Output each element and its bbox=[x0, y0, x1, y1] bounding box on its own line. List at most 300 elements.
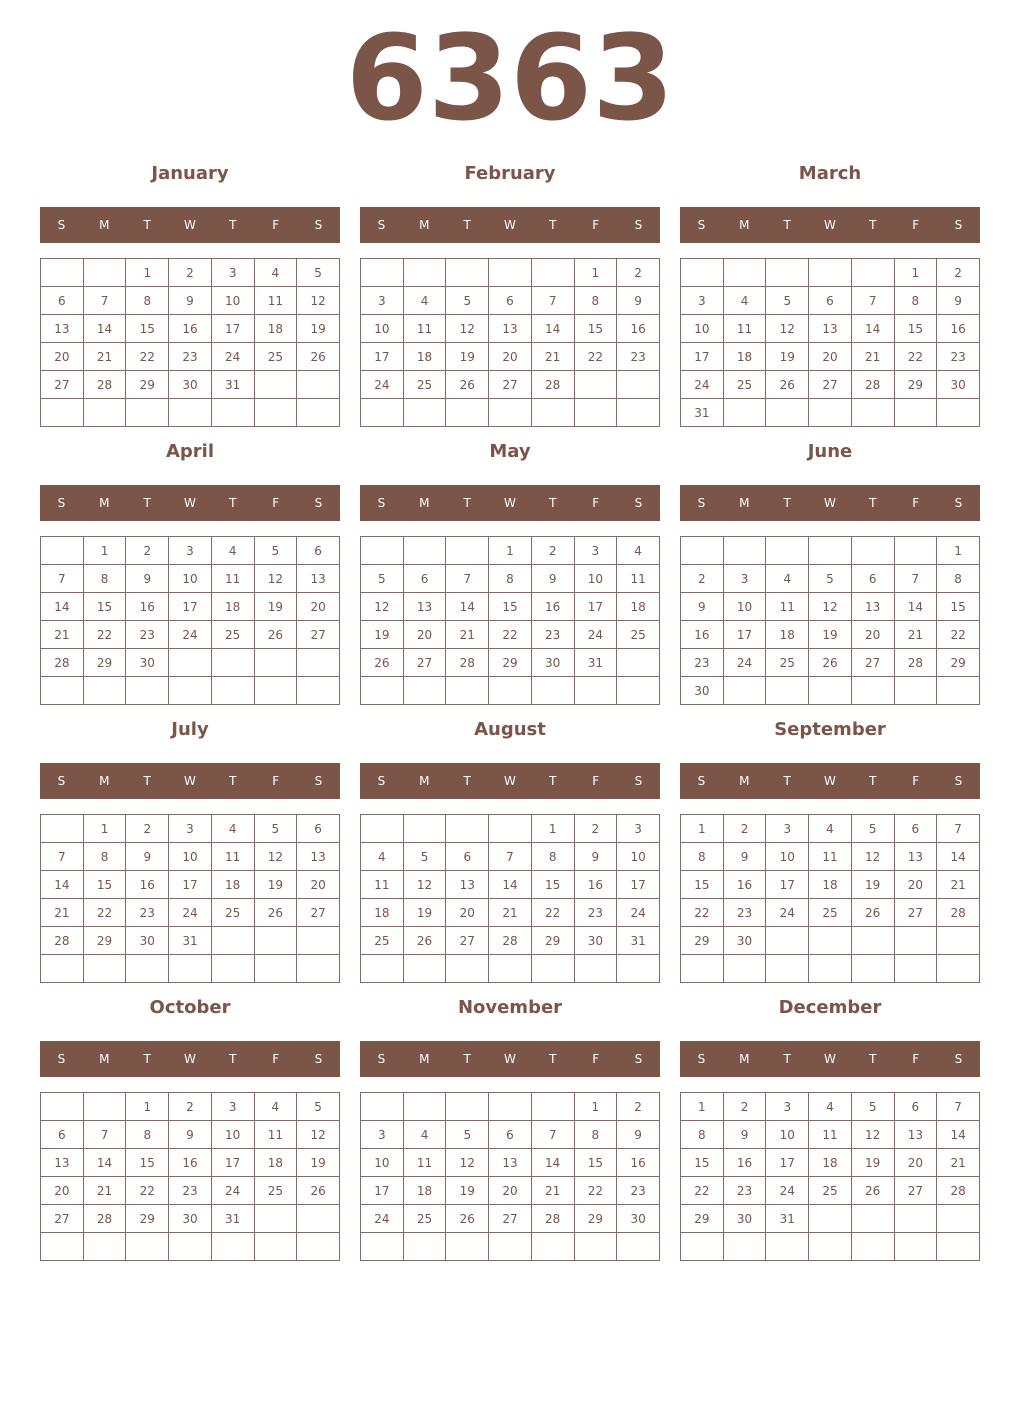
empty-day-cell bbox=[41, 1093, 84, 1121]
week-row bbox=[361, 1121, 660, 1149]
day-cell: 12 bbox=[297, 287, 340, 315]
week-row bbox=[361, 1233, 660, 1261]
day-cell: 24 bbox=[361, 371, 404, 399]
empty-day-cell bbox=[297, 371, 340, 399]
day-cell: 15 bbox=[681, 871, 724, 899]
empty-day-cell bbox=[851, 927, 894, 955]
week-row bbox=[361, 343, 660, 371]
week-row bbox=[361, 315, 660, 343]
empty-day-cell bbox=[403, 815, 446, 843]
week-row bbox=[681, 343, 980, 371]
day-cell: 10 bbox=[766, 843, 809, 871]
empty-day-cell bbox=[254, 927, 297, 955]
empty-day-cell bbox=[766, 537, 809, 565]
day-cell: 1 bbox=[681, 815, 724, 843]
day-cell: 26 bbox=[809, 649, 852, 677]
empty-day-cell bbox=[723, 677, 766, 705]
week-row bbox=[361, 371, 660, 399]
empty-day-cell bbox=[83, 1233, 126, 1261]
day-cell: 31 bbox=[766, 1205, 809, 1233]
weekday-label: T bbox=[783, 496, 791, 510]
week-row bbox=[361, 815, 660, 843]
week-row bbox=[361, 621, 660, 649]
month-name: May bbox=[489, 441, 531, 462]
day-cell: 27 bbox=[894, 1177, 937, 1205]
day-cell: 30 bbox=[723, 1205, 766, 1233]
empty-day-cell bbox=[446, 1093, 489, 1121]
empty-day-cell bbox=[211, 677, 254, 705]
week-row bbox=[361, 843, 660, 871]
day-cell: 17 bbox=[723, 621, 766, 649]
empty-day-cell bbox=[851, 399, 894, 427]
day-cell: 22 bbox=[489, 621, 532, 649]
week-row bbox=[361, 259, 660, 287]
weekday-label: F bbox=[272, 774, 280, 788]
month-name: June bbox=[807, 441, 853, 462]
day-cell: 10 bbox=[211, 287, 254, 315]
day-cell: 26 bbox=[766, 371, 809, 399]
day-grid bbox=[40, 814, 340, 983]
day-cell: 20 bbox=[894, 1149, 937, 1177]
empty-day-cell bbox=[126, 399, 169, 427]
day-cell: 25 bbox=[809, 899, 852, 927]
empty-day-cell bbox=[489, 399, 532, 427]
day-cell: 21 bbox=[446, 621, 489, 649]
day-cell: 19 bbox=[851, 1149, 894, 1177]
day-cell: 28 bbox=[489, 927, 532, 955]
empty-day-cell bbox=[297, 927, 340, 955]
empty-day-cell bbox=[851, 259, 894, 287]
day-cell: 7 bbox=[41, 843, 84, 871]
empty-day-cell bbox=[361, 399, 404, 427]
day-cell: 29 bbox=[531, 927, 574, 955]
weekday-label: S bbox=[697, 218, 706, 232]
weekday-label: W bbox=[184, 774, 196, 788]
day-cell: 29 bbox=[681, 927, 724, 955]
day-cell: 5 bbox=[297, 1093, 340, 1121]
day-cell: 13 bbox=[489, 315, 532, 343]
weekday-label: T bbox=[549, 774, 557, 788]
day-cell: 1 bbox=[126, 1093, 169, 1121]
day-cell: 17 bbox=[211, 1149, 254, 1177]
day-cell: 2 bbox=[169, 1093, 212, 1121]
week-row bbox=[681, 1205, 980, 1233]
empty-day-cell bbox=[809, 955, 852, 983]
day-cell: 1 bbox=[83, 815, 126, 843]
day-cell: 15 bbox=[489, 593, 532, 621]
day-cell: 23 bbox=[531, 621, 574, 649]
day-cell: 5 bbox=[446, 1121, 489, 1149]
empty-day-cell bbox=[809, 1233, 852, 1261]
weekday-label: S bbox=[697, 496, 706, 510]
day-cell: 29 bbox=[126, 1205, 169, 1233]
empty-day-cell bbox=[169, 1233, 212, 1261]
week-row bbox=[361, 537, 660, 565]
empty-day-cell bbox=[723, 259, 766, 287]
weekday-label: F bbox=[272, 218, 280, 232]
empty-day-cell bbox=[937, 677, 980, 705]
weekday-label: S bbox=[954, 218, 963, 232]
weekday-label: T bbox=[869, 1052, 877, 1066]
weekday-header bbox=[360, 485, 660, 521]
day-cell: 5 bbox=[254, 815, 297, 843]
day-cell: 12 bbox=[446, 1149, 489, 1177]
day-cell: 26 bbox=[297, 343, 340, 371]
day-cell: 13 bbox=[894, 1121, 937, 1149]
day-cell: 16 bbox=[574, 871, 617, 899]
empty-day-cell bbox=[489, 677, 532, 705]
weekday-label: T bbox=[143, 1052, 151, 1066]
day-cell: 27 bbox=[446, 927, 489, 955]
weekday-label: S bbox=[57, 1052, 66, 1066]
day-cell: 19 bbox=[254, 871, 297, 899]
weekday-label: T bbox=[549, 1052, 557, 1066]
day-cell: 31 bbox=[211, 1205, 254, 1233]
day-cell: 16 bbox=[681, 621, 724, 649]
weekday-label: S bbox=[634, 496, 643, 510]
day-cell: 30 bbox=[126, 927, 169, 955]
empty-day-cell bbox=[681, 259, 724, 287]
weekday-label: M bbox=[99, 496, 110, 510]
weekday-label: W bbox=[824, 496, 836, 510]
week-row bbox=[361, 1177, 660, 1205]
day-cell: 21 bbox=[41, 621, 84, 649]
day-cell: 4 bbox=[617, 537, 660, 565]
day-cell: 15 bbox=[574, 315, 617, 343]
day-cell: 22 bbox=[937, 621, 980, 649]
empty-day-cell bbox=[126, 955, 169, 983]
week-row bbox=[681, 593, 980, 621]
day-cell: 27 bbox=[403, 649, 446, 677]
day-cell: 10 bbox=[617, 843, 660, 871]
day-cell: 8 bbox=[126, 1121, 169, 1149]
day-cell: 26 bbox=[403, 927, 446, 955]
empty-day-cell bbox=[809, 1205, 852, 1233]
day-cell: 30 bbox=[169, 371, 212, 399]
empty-day-cell bbox=[617, 677, 660, 705]
day-cell: 15 bbox=[83, 593, 126, 621]
weekday-label: T bbox=[143, 496, 151, 510]
day-cell: 4 bbox=[361, 843, 404, 871]
day-cell: 26 bbox=[361, 649, 404, 677]
day-cell: 9 bbox=[531, 565, 574, 593]
day-cell: 9 bbox=[681, 593, 724, 621]
day-grid bbox=[360, 814, 660, 983]
week-row bbox=[41, 259, 340, 287]
weekday-label: T bbox=[549, 496, 557, 510]
day-cell: 22 bbox=[531, 899, 574, 927]
day-cell: 17 bbox=[617, 871, 660, 899]
day-cell: 1 bbox=[574, 259, 617, 287]
day-cell: 2 bbox=[937, 259, 980, 287]
empty-day-cell bbox=[254, 1205, 297, 1233]
weekday-label: M bbox=[419, 218, 430, 232]
empty-day-cell bbox=[126, 1233, 169, 1261]
day-cell: 5 bbox=[446, 287, 489, 315]
day-cell: 8 bbox=[894, 287, 937, 315]
day-cell: 22 bbox=[83, 899, 126, 927]
empty-day-cell bbox=[809, 537, 852, 565]
week-row bbox=[361, 399, 660, 427]
week-row bbox=[41, 593, 340, 621]
day-cell: 10 bbox=[211, 1121, 254, 1149]
day-cell: 13 bbox=[403, 593, 446, 621]
week-row bbox=[41, 1177, 340, 1205]
day-cell: 17 bbox=[361, 1177, 404, 1205]
day-cell: 27 bbox=[809, 371, 852, 399]
weekday-label: T bbox=[229, 774, 237, 788]
empty-day-cell bbox=[446, 259, 489, 287]
empty-day-cell bbox=[937, 1205, 980, 1233]
week-row bbox=[41, 287, 340, 315]
empty-day-cell bbox=[574, 677, 617, 705]
empty-day-cell bbox=[403, 955, 446, 983]
week-row bbox=[361, 677, 660, 705]
day-cell: 18 bbox=[403, 1177, 446, 1205]
day-cell: 11 bbox=[403, 315, 446, 343]
day-cell: 27 bbox=[894, 899, 937, 927]
weekday-header bbox=[40, 1041, 340, 1077]
day-cell: 1 bbox=[574, 1093, 617, 1121]
day-cell: 29 bbox=[894, 371, 937, 399]
empty-day-cell bbox=[446, 1233, 489, 1261]
day-cell: 18 bbox=[403, 343, 446, 371]
day-cell: 25 bbox=[809, 1177, 852, 1205]
week-row bbox=[681, 1093, 980, 1121]
weekday-label: M bbox=[99, 218, 110, 232]
day-cell: 30 bbox=[681, 677, 724, 705]
weekday-header bbox=[40, 485, 340, 521]
weekday-label: F bbox=[592, 1052, 600, 1066]
day-cell: 22 bbox=[894, 343, 937, 371]
empty-day-cell bbox=[403, 1093, 446, 1121]
empty-day-cell bbox=[723, 1233, 766, 1261]
weekday-label: S bbox=[697, 1052, 706, 1066]
day-cell: 15 bbox=[894, 315, 937, 343]
day-cell: 22 bbox=[681, 899, 724, 927]
weekday-header bbox=[680, 763, 980, 799]
empty-day-cell bbox=[297, 677, 340, 705]
month-name: August bbox=[474, 719, 546, 740]
day-cell: 14 bbox=[83, 315, 126, 343]
empty-day-cell bbox=[766, 677, 809, 705]
month-name: January bbox=[151, 163, 229, 184]
empty-day-cell bbox=[297, 955, 340, 983]
day-cell: 2 bbox=[617, 259, 660, 287]
day-cell: 21 bbox=[894, 621, 937, 649]
day-cell: 14 bbox=[851, 315, 894, 343]
day-cell: 11 bbox=[211, 565, 254, 593]
day-cell: 29 bbox=[681, 1205, 724, 1233]
day-cell: 2 bbox=[617, 1093, 660, 1121]
day-cell: 31 bbox=[211, 371, 254, 399]
day-cell: 30 bbox=[126, 649, 169, 677]
day-cell: 21 bbox=[531, 343, 574, 371]
weekday-label: S bbox=[377, 218, 386, 232]
day-cell: 24 bbox=[766, 899, 809, 927]
weekday-label: F bbox=[592, 496, 600, 510]
day-cell: 19 bbox=[809, 621, 852, 649]
week-row bbox=[41, 371, 340, 399]
day-cell: 1 bbox=[531, 815, 574, 843]
day-cell: 2 bbox=[126, 537, 169, 565]
month-name: December bbox=[778, 997, 882, 1018]
empty-day-cell bbox=[211, 955, 254, 983]
day-cell: 11 bbox=[809, 843, 852, 871]
weekday-header bbox=[360, 1041, 660, 1077]
empty-day-cell bbox=[937, 955, 980, 983]
week-row bbox=[361, 871, 660, 899]
empty-day-cell bbox=[574, 1233, 617, 1261]
empty-day-cell bbox=[361, 1233, 404, 1261]
weekday-header bbox=[680, 1041, 980, 1077]
day-cell: 1 bbox=[83, 537, 126, 565]
day-cell: 28 bbox=[937, 1177, 980, 1205]
week-row bbox=[41, 343, 340, 371]
day-cell: 16 bbox=[937, 315, 980, 343]
empty-day-cell bbox=[851, 955, 894, 983]
day-cell: 7 bbox=[894, 565, 937, 593]
day-cell: 19 bbox=[254, 593, 297, 621]
day-cell: 23 bbox=[723, 1177, 766, 1205]
day-cell: 16 bbox=[723, 1149, 766, 1177]
empty-day-cell bbox=[617, 399, 660, 427]
week-row bbox=[361, 1149, 660, 1177]
empty-day-cell bbox=[403, 259, 446, 287]
day-cell: 11 bbox=[617, 565, 660, 593]
day-cell: 19 bbox=[446, 343, 489, 371]
empty-day-cell bbox=[41, 677, 84, 705]
day-cell: 14 bbox=[531, 1149, 574, 1177]
day-cell: 17 bbox=[681, 343, 724, 371]
day-cell: 21 bbox=[531, 1177, 574, 1205]
empty-day-cell bbox=[766, 955, 809, 983]
weekday-label: S bbox=[314, 774, 323, 788]
day-cell: 20 bbox=[809, 343, 852, 371]
day-cell: 22 bbox=[574, 343, 617, 371]
weekday-label: S bbox=[634, 774, 643, 788]
week-row bbox=[681, 287, 980, 315]
day-cell: 3 bbox=[211, 259, 254, 287]
weekday-label: S bbox=[697, 774, 706, 788]
empty-day-cell bbox=[446, 537, 489, 565]
empty-day-cell bbox=[851, 1205, 894, 1233]
day-cell: 20 bbox=[41, 343, 84, 371]
day-cell: 28 bbox=[531, 371, 574, 399]
day-cell: 28 bbox=[41, 927, 84, 955]
day-cell: 5 bbox=[403, 843, 446, 871]
empty-day-cell bbox=[446, 677, 489, 705]
empty-day-cell bbox=[489, 1233, 532, 1261]
weekday-label: M bbox=[99, 774, 110, 788]
day-cell: 26 bbox=[446, 371, 489, 399]
day-cell: 12 bbox=[851, 1121, 894, 1149]
weekday-label: T bbox=[463, 1052, 471, 1066]
day-cell: 28 bbox=[41, 649, 84, 677]
empty-day-cell bbox=[531, 1093, 574, 1121]
day-cell: 24 bbox=[361, 1205, 404, 1233]
day-cell: 7 bbox=[531, 1121, 574, 1149]
day-cell: 11 bbox=[361, 871, 404, 899]
weekday-header bbox=[40, 763, 340, 799]
day-cell: 24 bbox=[574, 621, 617, 649]
month-name: February bbox=[464, 163, 556, 184]
weekday-header bbox=[680, 485, 980, 521]
day-cell: 13 bbox=[489, 1149, 532, 1177]
day-cell: 7 bbox=[489, 843, 532, 871]
day-cell: 26 bbox=[446, 1205, 489, 1233]
empty-day-cell bbox=[894, 677, 937, 705]
day-cell: 17 bbox=[574, 593, 617, 621]
week-row bbox=[361, 899, 660, 927]
day-cell: 2 bbox=[723, 1093, 766, 1121]
weekday-label: T bbox=[463, 496, 471, 510]
weekday-label: M bbox=[419, 496, 430, 510]
weekday-label: W bbox=[184, 1052, 196, 1066]
week-row bbox=[681, 843, 980, 871]
week-row bbox=[681, 537, 980, 565]
empty-day-cell bbox=[41, 1233, 84, 1261]
day-cell: 9 bbox=[126, 843, 169, 871]
day-cell: 13 bbox=[446, 871, 489, 899]
week-row bbox=[41, 315, 340, 343]
week-row bbox=[41, 843, 340, 871]
day-cell: 9 bbox=[617, 287, 660, 315]
week-row bbox=[681, 899, 980, 927]
month-name: September bbox=[774, 719, 886, 740]
day-cell: 2 bbox=[723, 815, 766, 843]
day-cell: 6 bbox=[851, 565, 894, 593]
day-cell: 5 bbox=[851, 815, 894, 843]
day-cell: 10 bbox=[169, 843, 212, 871]
day-cell: 23 bbox=[169, 1177, 212, 1205]
day-cell: 19 bbox=[297, 1149, 340, 1177]
day-cell: 23 bbox=[617, 1177, 660, 1205]
day-cell: 27 bbox=[41, 371, 84, 399]
day-cell: 4 bbox=[254, 1093, 297, 1121]
day-cell: 3 bbox=[617, 815, 660, 843]
day-cell: 17 bbox=[361, 343, 404, 371]
day-cell: 3 bbox=[574, 537, 617, 565]
month-name: October bbox=[149, 997, 231, 1018]
day-cell: 31 bbox=[681, 399, 724, 427]
week-row bbox=[681, 1233, 980, 1261]
day-cell: 21 bbox=[937, 871, 980, 899]
empty-day-cell bbox=[41, 815, 84, 843]
empty-day-cell bbox=[894, 399, 937, 427]
day-cell: 11 bbox=[211, 843, 254, 871]
weekday-label: M bbox=[739, 218, 750, 232]
day-cell: 12 bbox=[809, 593, 852, 621]
day-cell: 6 bbox=[41, 287, 84, 315]
weekday-label: M bbox=[739, 774, 750, 788]
empty-day-cell bbox=[531, 399, 574, 427]
day-cell: 25 bbox=[361, 927, 404, 955]
weekday-label: S bbox=[377, 774, 386, 788]
empty-day-cell bbox=[41, 399, 84, 427]
day-cell: 1 bbox=[937, 537, 980, 565]
empty-day-cell bbox=[531, 1233, 574, 1261]
day-cell: 4 bbox=[809, 815, 852, 843]
day-cell: 13 bbox=[41, 315, 84, 343]
day-cell: 23 bbox=[169, 343, 212, 371]
day-cell: 15 bbox=[83, 871, 126, 899]
weekday-label: S bbox=[377, 496, 386, 510]
empty-day-cell bbox=[489, 1093, 532, 1121]
day-cell: 12 bbox=[446, 315, 489, 343]
day-grid bbox=[360, 258, 660, 427]
day-cell: 15 bbox=[681, 1149, 724, 1177]
